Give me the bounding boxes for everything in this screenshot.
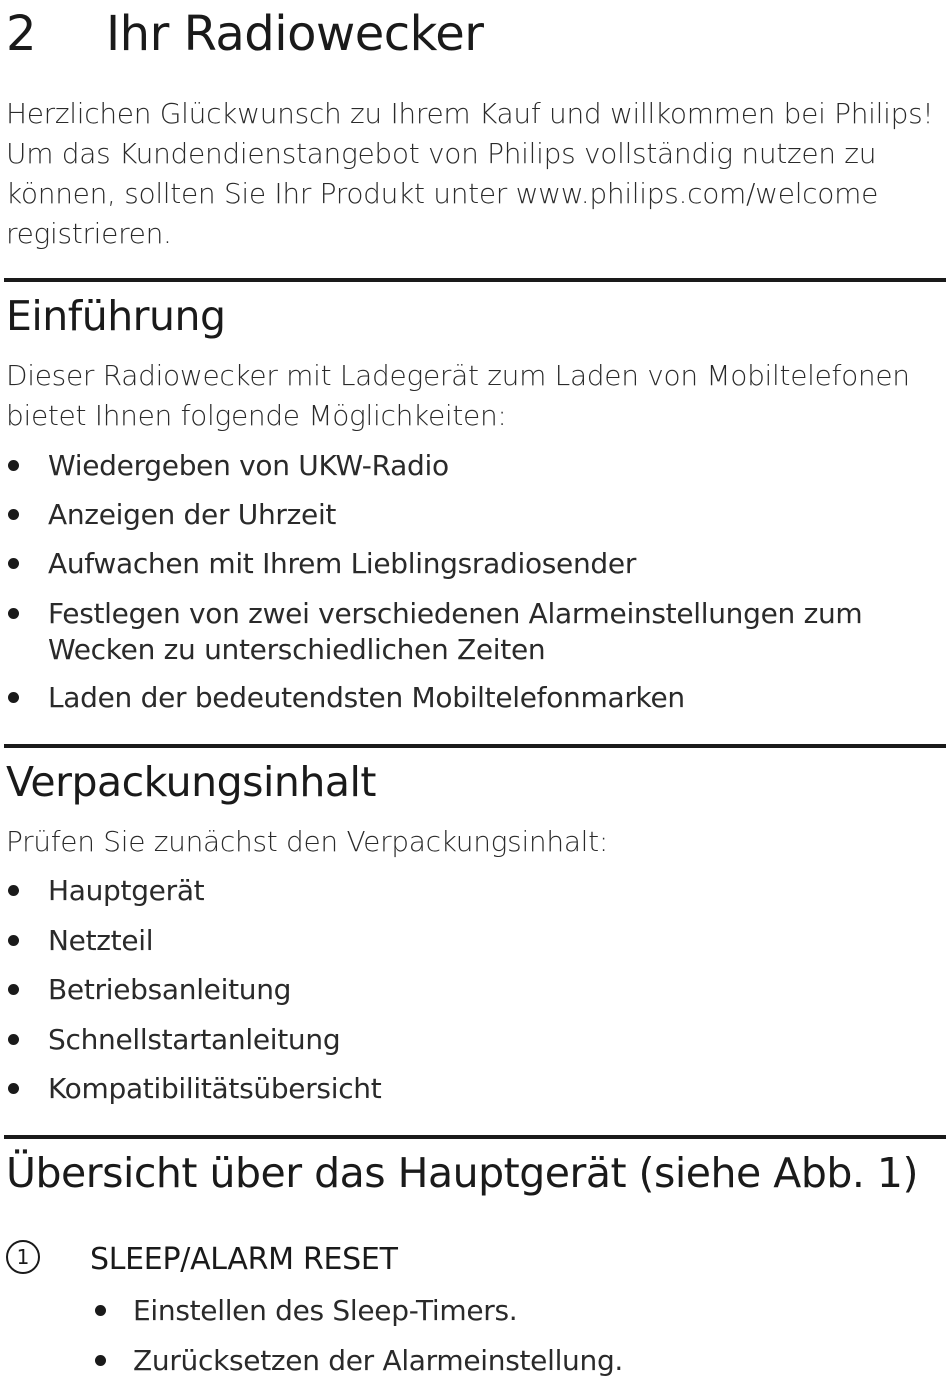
bullet-icon bbox=[8, 885, 19, 896]
bullet-icon bbox=[8, 608, 19, 619]
section-heading-verpackungsinhalt: Verpackungsinhalt bbox=[6, 758, 376, 806]
list-item-text: Wiedergeben von UKW-Radio bbox=[48, 449, 449, 482]
list-item-text: Aufwachen mit Ihrem Lieblingsradiosender bbox=[48, 547, 637, 580]
list-item-text: Anzeigen der Uhrzeit bbox=[48, 498, 337, 531]
list-item-text: Netzteil bbox=[48, 924, 154, 957]
chapter-title bbox=[6, 4, 483, 64]
section-heading-einfuehrung: Einführung bbox=[6, 292, 226, 340]
list-item-text: Schnellstartanleitung bbox=[48, 1023, 341, 1056]
list-item-text: Einstellen des Sleep-Timers. bbox=[133, 1294, 518, 1327]
bullet-icon bbox=[8, 692, 19, 703]
control-name: SLEEP/ALARM RESET bbox=[90, 1242, 398, 1277]
bullet-icon bbox=[8, 1034, 19, 1045]
bullet-icon bbox=[8, 509, 19, 520]
verpackungsinhalt-paragraph: Prüfen Sie zunächst den Verpackungsinhalt: bbox=[6, 825, 608, 858]
section-divider bbox=[4, 1135, 946, 1139]
section-divider bbox=[4, 744, 946, 748]
einfuehrung-paragraph: Dieser Radiowecker mit Ladegerät zum Laden von Mobiltelefonen bietet Ihnen folgende Möglichkeiten: bbox=[6, 359, 910, 432]
intro-paragraph: Herzlichen Glückwunsch zu Ihrem Kauf und willkommen bei Philips! Um das Kundendienstangebot von Philips vollständig nutzen zu können, sollten Sie Ihr Produkt unter www.philips.com/welcome registrieren. bbox=[6, 97, 934, 250]
bullet-icon bbox=[8, 1083, 19, 1094]
bullet-icon bbox=[95, 1355, 106, 1366]
bullet-icon bbox=[8, 460, 19, 471]
list-item-text: Betriebsanleitung bbox=[48, 973, 292, 1006]
section-divider bbox=[4, 278, 946, 282]
list-item-text: Zurücksetzen der Alarmeinstellung. bbox=[133, 1344, 624, 1377]
section-heading-uebersicht: Übersicht über das Hauptgerät (siehe Abb. 1) bbox=[6, 1149, 919, 1197]
list-item-text: Festlegen von zwei verschiedenen Alarmeinstellungen zum Wecken zu unterschiedlichen Zeiten bbox=[48, 597, 863, 666]
bullet-icon bbox=[8, 935, 19, 946]
chapter-number: 2 bbox=[6, 6, 37, 62]
control-number-badge: 1 bbox=[6, 1240, 40, 1274]
chapter-title-text: Ihr Radiowecker bbox=[106, 6, 484, 62]
list-item-text: Hauptgerät bbox=[48, 874, 205, 907]
bullet-icon bbox=[8, 984, 19, 995]
list-item-text: Laden der bedeutendsten Mobiltelefonmarken bbox=[48, 681, 685, 714]
list-item-text: Kompatibilitätsübersicht bbox=[48, 1072, 382, 1105]
bullet-icon bbox=[95, 1305, 106, 1316]
bullet-icon bbox=[8, 558, 19, 569]
